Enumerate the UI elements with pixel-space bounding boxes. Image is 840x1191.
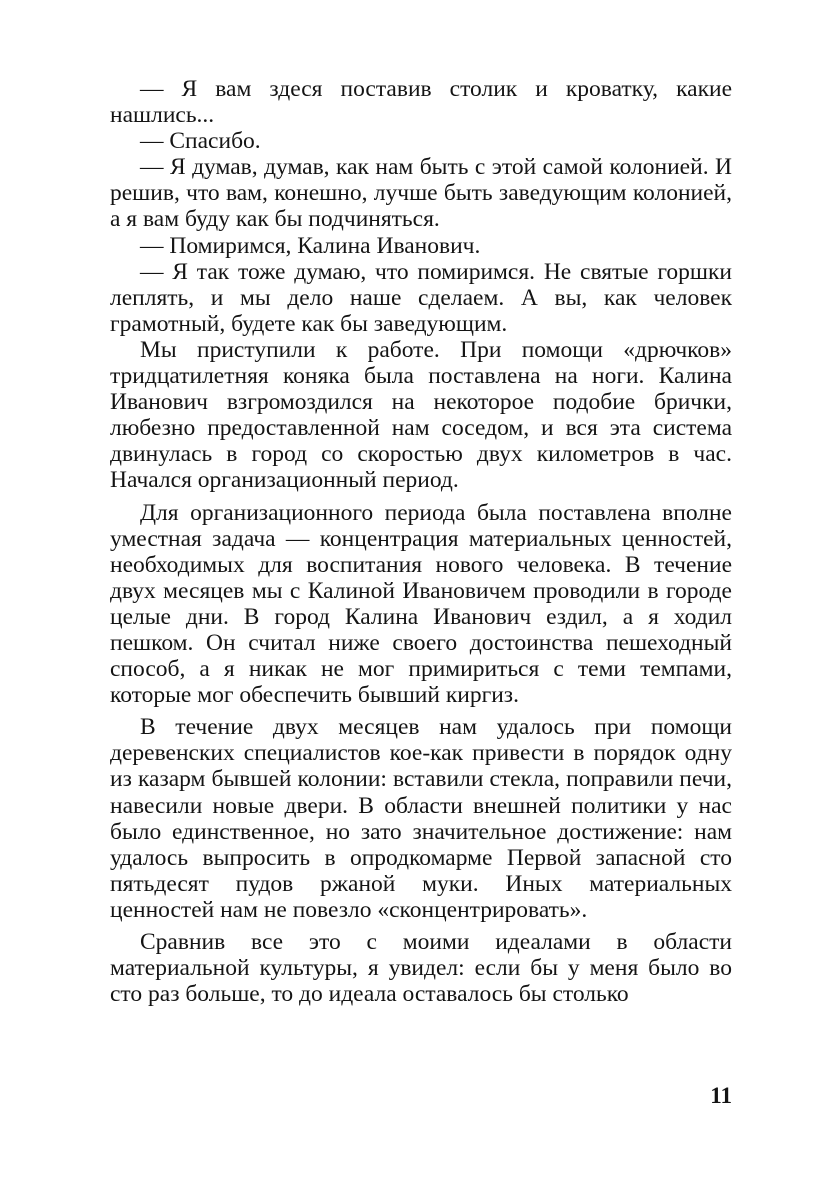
- paragraph-7: Для организационного периода была поставлена вполне уместная задача — концентрация материальных ценностей, необходимых для воспитания нового человека. В течение двух месяцев мы с Калиной Ивановичем проводили в городе целые дни. В город Калина Иванович ездил, а я ходил пешком. Он считал ниже своего достоинства пешеходный способ, а я никак не мог примириться с теми темпами, которые мог обеспечить бывший киргиз.: [110, 499, 732, 709]
- page-text: [110, 76, 732, 1007]
- paragraph-4: — Помиримся, Калина Иванович.: [140, 232, 481, 259]
- paragraph-1: — Я вам здеся поставив столик и кроватку, какие нашлись...: [110, 76, 732, 129]
- paragraph-9: Сравнив все это с моими идеалами в области материальной культуры, я увидел: если бы у меня было во сто раз больше, то до идеала оставалось бы столько: [110, 929, 732, 1008]
- page-number: 11: [710, 1083, 732, 1108]
- paragraph-2: — Спасибо.: [140, 128, 261, 155]
- paragraph-3: — Я думав, думав, как нам быть с этой самой колонией. И решив, что вам, конешно, лучше быть заведующим колонией, а я вам буду как бы подчиняться.: [110, 154, 732, 233]
- paragraph-5: — Я так тоже думаю, что помиримся. Не святые горшки леплять, и мы дело наше сделаем. А вы, как человек грамотный, будете как бы заведующим.: [110, 258, 732, 337]
- paragraph-8: В течение двух месяцев нам удалось при помощи деревенских специалистов кое-как привести в порядок одну из казарм бывшей колонии: вставили стекла, поправили печи, навесили новые двери. В области внешней политики у нас было единственное, но зато значительное достижение: нам удалось выпросить в опродкомарме Первой запасной сто пятьдесят пудов ржаной муки. Иных материальных ценностей нам не повезло «сконцентрировать».: [110, 714, 732, 923]
- paragraph-6: Мы приступили к работе. При помощи «дрючков» тридцатилетняя коняка была поставлена на ноги. Калина Иванович взгромоздился на некоторое подобие брички, любезно предоставленной нам соседом, и вся эта система двинулась в город со скоростью двух километров в час. Начался организационный период.: [110, 336, 732, 494]
